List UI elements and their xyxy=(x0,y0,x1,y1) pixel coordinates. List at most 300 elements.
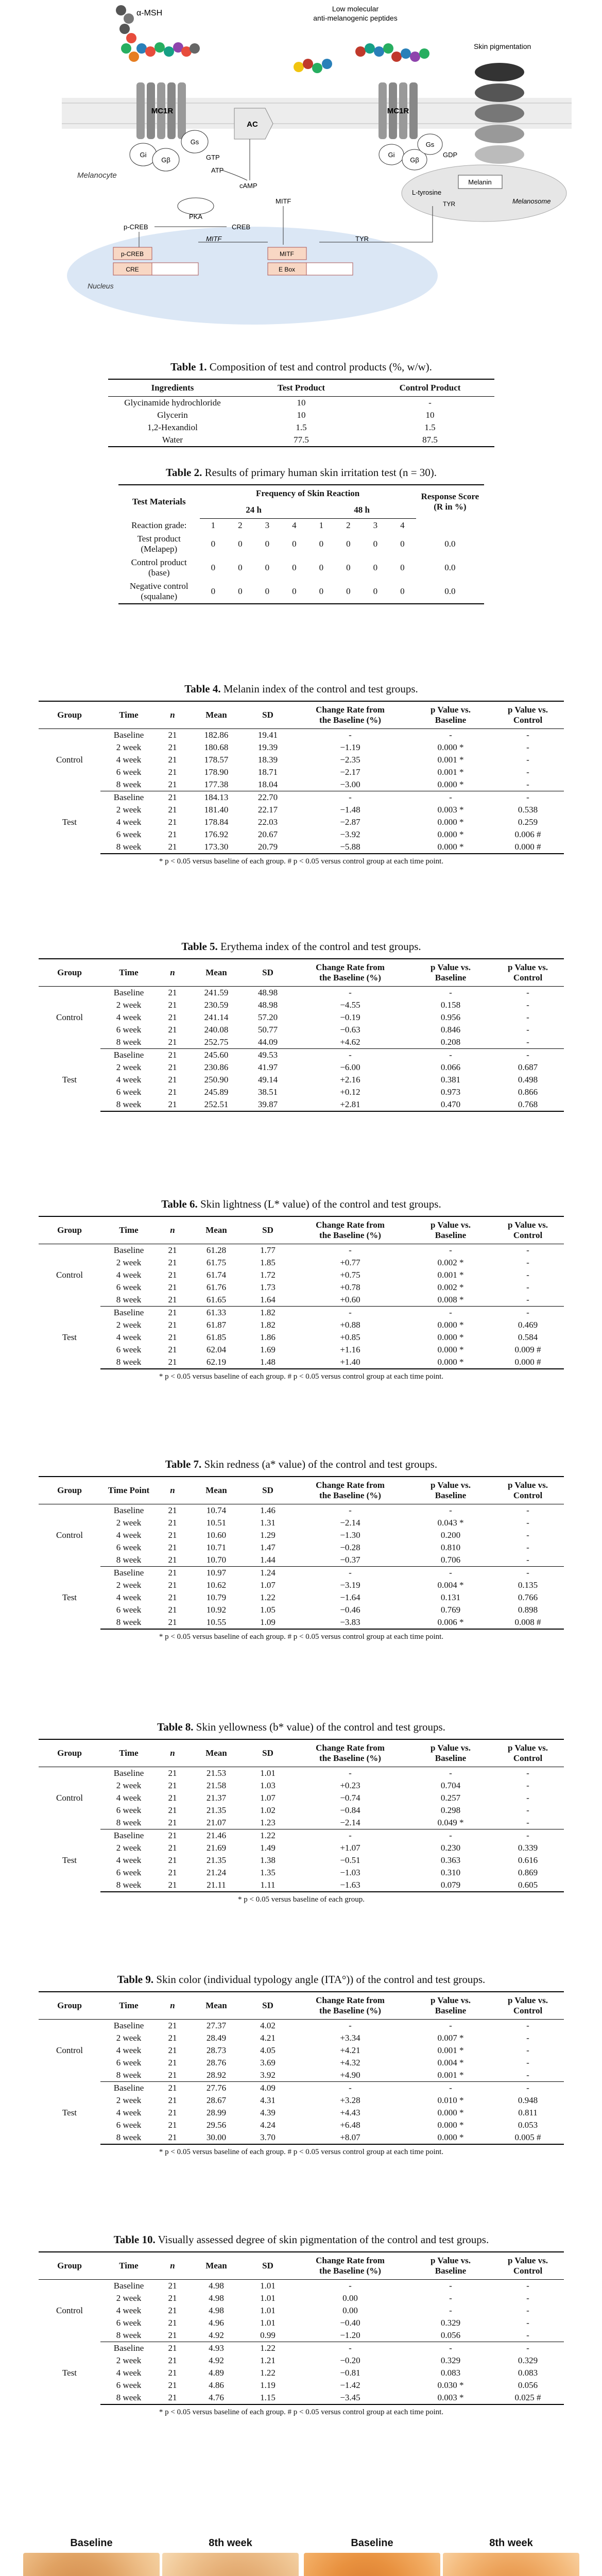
table-cell: 0.001 * xyxy=(437,767,464,777)
camp-label: cAMP xyxy=(239,182,257,190)
table-header: SD xyxy=(245,1739,291,1767)
table-cell: 21 xyxy=(157,1616,188,1629)
table-cell: 0.043 * xyxy=(437,1518,464,1528)
table-cell: 21 xyxy=(168,755,177,765)
table-cell: 1.24 xyxy=(260,1568,276,1578)
table-cell: 21 xyxy=(157,1554,188,1567)
table-cell: 4.31 xyxy=(260,2095,276,2105)
table-header: Change Rate from the Baseline (%) xyxy=(291,1739,409,1767)
table-header: n xyxy=(157,1216,188,1244)
table-cell: 21 xyxy=(168,1320,177,1330)
table-row xyxy=(39,1792,564,1804)
table-row xyxy=(39,1024,564,1036)
table-row xyxy=(39,2119,564,2131)
table-row xyxy=(39,816,564,828)
group-name: Test xyxy=(62,1592,77,1603)
table-cell: - xyxy=(492,1554,564,1567)
table-cell: +8.07 xyxy=(291,2131,409,2144)
table-cell: 0 xyxy=(211,563,216,572)
table-cell: 0.00 xyxy=(342,2306,358,2315)
time-point: 6 week xyxy=(116,2058,142,2067)
table-2-grade: 1 xyxy=(319,520,324,530)
table-cell: 21 xyxy=(168,1012,177,1022)
table-row xyxy=(108,397,494,410)
table-header: Time xyxy=(100,959,157,987)
table-header: p Value vs. Control xyxy=(492,2252,564,2280)
table-cell: 241.59 xyxy=(204,988,229,997)
table-row xyxy=(39,791,564,804)
table-cell: 21 xyxy=(168,1605,177,1615)
table-row xyxy=(39,1074,564,1086)
table-grid xyxy=(39,1216,564,1369)
table-cell: 21 xyxy=(168,2033,177,2043)
table-cell: - xyxy=(526,1282,529,1292)
table-cell: - xyxy=(526,1793,529,1803)
table-row xyxy=(39,1517,564,1529)
table-cell: 0.99 xyxy=(245,2329,291,2342)
table-cell: 4.39 xyxy=(260,2108,276,2117)
table-cell: 21 xyxy=(168,805,177,815)
table-2-material: Test product (Melapep) xyxy=(137,534,181,554)
table-cell: 21 xyxy=(168,1308,177,1317)
table-header: p Value vs. Baseline xyxy=(409,1992,492,2020)
table-cell: −2.35 xyxy=(340,755,360,765)
table-cell: 28.73 xyxy=(206,2045,227,2055)
table-cell: - xyxy=(449,2281,452,2291)
table-row xyxy=(39,2367,564,2379)
table-cell: 1.49 xyxy=(260,1843,276,1853)
table-cell: 21 xyxy=(157,2329,188,2342)
ebox-label: E Box xyxy=(278,266,296,273)
table-cell: 29.56 xyxy=(206,2120,227,2130)
table-header: Group xyxy=(39,1216,100,1244)
time-point: 2 week xyxy=(116,1258,142,1267)
table-row xyxy=(39,766,564,778)
table-cell: - xyxy=(449,792,452,802)
table-cell: 1.31 xyxy=(260,1518,276,1528)
table-cell: 3.70 xyxy=(245,2131,291,2144)
table-cell: −0.81 xyxy=(340,2368,360,2378)
table-caption-number: Table 6. xyxy=(161,1198,198,1210)
time-point: 4 week xyxy=(116,1855,142,1865)
atp-arrow xyxy=(221,170,247,180)
table-cell: 21 xyxy=(168,1868,177,1877)
table-cell: +0.23 xyxy=(340,1781,360,1790)
table-header: p Value vs. Control xyxy=(492,1477,564,1504)
table-row xyxy=(39,2057,564,2069)
table-cell: 10.55 xyxy=(188,1616,245,1629)
table-cell: 1.07 xyxy=(260,1793,276,1803)
table-cell: 38.51 xyxy=(257,1087,278,1097)
table-header: Mean xyxy=(188,2252,245,2280)
table-cell: 0.001 * xyxy=(437,1270,464,1280)
table-caption xyxy=(15,683,587,696)
table-cell: 21.35 xyxy=(206,1855,227,1865)
time-point: 4 week xyxy=(116,1270,142,1280)
table-cell: 61.74 xyxy=(206,1270,227,1280)
table-cell: - xyxy=(526,1258,529,1267)
table-cell: 21 xyxy=(157,1356,188,1369)
table-cell: 0.000 # xyxy=(492,1356,564,1369)
pka-shape xyxy=(178,198,214,214)
table-cell: 21 xyxy=(168,1793,177,1803)
table-cell: 0 xyxy=(335,580,362,604)
table-cell: 0 xyxy=(346,539,351,549)
group-name: Test xyxy=(62,2368,77,2378)
table-cell: 1,2-Hexandiol xyxy=(147,422,198,432)
table-header: n xyxy=(157,959,188,987)
table-cell: 21 xyxy=(168,2343,177,2353)
table-cell: - xyxy=(349,2021,352,2030)
table-cell: 21 xyxy=(168,1580,177,1590)
time-point: 2 week xyxy=(116,742,142,752)
table-2-grade: 2 xyxy=(346,520,351,530)
table-cell: 178.84 xyxy=(204,817,229,827)
table-cell: −0.51 xyxy=(340,1855,360,1865)
table-cell: 61.65 xyxy=(188,1294,245,1307)
table-cell: 1.82 xyxy=(260,1308,276,1317)
table-cell: 22.03 xyxy=(257,817,278,827)
table-caption-number: Table 5. xyxy=(181,940,218,953)
table-cell: 21 xyxy=(168,1768,177,1778)
table-header: Mean xyxy=(188,701,245,729)
table-cell: 252.51 xyxy=(188,1098,245,1111)
table-cell: 0.000 * xyxy=(437,1345,464,1354)
table-cell: −3.19 xyxy=(340,1580,360,1590)
table-cell: 0.001 * xyxy=(437,2045,464,2055)
melanosome-label: Melanosome xyxy=(512,197,551,205)
table-cell: 0 xyxy=(211,539,216,549)
table-cell: 0.005 # xyxy=(492,2131,564,2144)
time-point: 8 week xyxy=(100,1294,157,1307)
table-row xyxy=(39,1049,564,1062)
time-point: 2 week xyxy=(116,1518,142,1528)
table-caption-number: Table 8. xyxy=(157,1721,194,1733)
table-cell: −2.14 xyxy=(340,1518,360,1528)
table-footnote: * p < 0.05 versus baseline of each group. # p < 0.05 versus control group at each time point. xyxy=(159,2408,444,2416)
gi-left-label: Gi xyxy=(140,151,147,159)
table-cell: 10.70 xyxy=(188,1554,245,1567)
table-cell: 0 xyxy=(400,563,405,572)
table-cell: - xyxy=(526,1505,529,1515)
time-point: Baseline xyxy=(113,1505,144,1515)
time-point: Baseline xyxy=(113,2083,144,2093)
table-cell: - xyxy=(526,1050,529,1060)
table-cell: 180.68 xyxy=(204,742,229,752)
table-cell: 0.329 xyxy=(440,2318,461,2328)
table-cell: - xyxy=(492,778,564,791)
table-cell: 41.97 xyxy=(257,1062,278,1072)
table-cell: 21 xyxy=(168,2021,177,2030)
table-cell: 0.000 * xyxy=(437,829,464,839)
time-point: Baseline xyxy=(113,1831,144,1840)
table-cell: 1.5 xyxy=(424,422,436,432)
time-point: Baseline xyxy=(113,730,144,740)
pcreb-nuc-label: p-CREB xyxy=(121,250,144,258)
table-row xyxy=(39,1036,564,1049)
table-cell: - xyxy=(492,1294,564,1307)
table-1-header: Ingredients xyxy=(108,379,237,397)
table-caption xyxy=(15,1198,587,1211)
time-point: 2 week xyxy=(116,2293,142,2303)
table-cell: 10.79 xyxy=(206,1592,227,1602)
table-cell: - xyxy=(349,1050,352,1060)
table-cell: 21 xyxy=(168,2281,177,2291)
table-header: Time xyxy=(100,701,157,729)
table-cell: −0.19 xyxy=(340,1012,360,1022)
table-cell: 1.64 xyxy=(245,1294,291,1307)
table-cell: 4.76 xyxy=(188,2392,245,2404)
table-cell: 18.39 xyxy=(257,755,278,765)
tyr-nucleus-label: TYR xyxy=(355,235,369,243)
table-cell: 21 xyxy=(168,767,177,777)
table-row xyxy=(39,1331,564,1344)
table-cell: 61.75 xyxy=(206,1258,227,1267)
table-cell: 1.22 xyxy=(260,2343,276,2353)
table-cell: - xyxy=(349,1245,352,1255)
table-cell: 0.329 xyxy=(440,2355,461,2365)
time-point: 2 week xyxy=(116,2033,142,2043)
table-cell: −2.87 xyxy=(340,817,360,827)
table-cell: - xyxy=(526,755,529,765)
time-point: 2 week xyxy=(116,1000,142,1010)
table-2-header-frequency: Frequency of Skin Reaction xyxy=(200,485,416,502)
table-cell: 0.200 xyxy=(440,1530,461,1540)
table-row xyxy=(39,1554,564,1567)
ac-label: AC xyxy=(247,120,258,129)
time-point: 8 week xyxy=(100,778,157,791)
mc1r-right-label: MC1R xyxy=(387,107,409,115)
table-cell: 21 xyxy=(168,1270,177,1280)
table-cell: - xyxy=(349,1831,352,1840)
table-cell: 21 xyxy=(168,2120,177,2130)
table-cell: +2.16 xyxy=(340,1075,360,1084)
table-cell: −5.88 xyxy=(291,841,409,854)
table-header: p Value vs. Control xyxy=(492,1216,564,1244)
table-cell: +0.88 xyxy=(340,1320,360,1330)
table-cell: 0.498 xyxy=(518,1075,538,1084)
table-cell: 0.007 * xyxy=(437,2033,464,2043)
photo-label-baseline-a: Baseline xyxy=(70,2537,113,2549)
table-cell: 0 xyxy=(400,539,405,549)
table-footnote: * p < 0.05 versus baseline of each group. # p < 0.05 versus control group at each time point. xyxy=(159,1633,444,1641)
table-cell: 49.14 xyxy=(257,1075,278,1084)
table-cell: 245.60 xyxy=(204,1050,229,1060)
table-cell: - xyxy=(428,398,432,408)
table-grid xyxy=(39,1991,564,2145)
table-cell: −0.20 xyxy=(340,2355,360,2365)
table-cell: 0.898 xyxy=(518,1605,538,1615)
table-cell: 0 xyxy=(362,580,389,604)
table-cell: 21 xyxy=(168,817,177,827)
table-caption-text: Erythema index of the control and test groups. xyxy=(217,940,421,953)
table-cell: - xyxy=(492,2329,564,2342)
table-cell: - xyxy=(526,1831,529,1840)
table-cell: 21.69 xyxy=(206,1843,227,1853)
table-2-grade: 1 xyxy=(211,520,216,530)
table-row xyxy=(39,2392,564,2404)
table-header: n xyxy=(157,1992,188,2020)
table-row xyxy=(39,1098,564,1111)
table-cell: 21 xyxy=(168,1843,177,1853)
table-2-grade: 3 xyxy=(373,520,378,530)
table-cell: 0.003 * xyxy=(409,2392,492,2404)
table-row xyxy=(39,778,564,791)
table-cell: 0 xyxy=(319,539,324,549)
table-cell: - xyxy=(349,1505,352,1515)
time-point: 6 week xyxy=(116,1868,142,1877)
gi-right-label: Gi xyxy=(388,151,395,159)
table-cell: −3.45 xyxy=(291,2392,409,2404)
table-cell: 21 xyxy=(168,792,177,802)
table-cell: 19.41 xyxy=(257,730,278,740)
table-cell: 21 xyxy=(157,1879,188,1892)
table-cell: 0 xyxy=(292,563,297,572)
time-point: Baseline xyxy=(113,2281,144,2291)
time-point: 6 week xyxy=(116,829,142,839)
time-point: Baseline xyxy=(113,792,144,802)
table-row xyxy=(39,1319,564,1331)
table-cell: 0.00 xyxy=(342,2293,358,2303)
table-cell: Water xyxy=(108,434,237,447)
table-row xyxy=(39,1879,564,1892)
table-cell: 4.89 xyxy=(209,2368,224,2378)
time-point: Baseline xyxy=(113,2021,144,2030)
table-cell: 1.5 xyxy=(296,422,307,432)
table-2-material: Negative control (squalane) xyxy=(118,580,200,604)
table-cell: 21 xyxy=(168,1543,177,1552)
table-cell: 1.46 xyxy=(260,1505,276,1515)
table-2-response: 0.0 xyxy=(444,539,456,549)
table-2-header-materials: Test Materials xyxy=(118,485,200,519)
table-cell: −3.92 xyxy=(340,829,360,839)
table-row xyxy=(39,1604,564,1616)
table-cell: 21 xyxy=(168,1075,177,1084)
table-cell: 18.71 xyxy=(257,767,278,777)
table-cell: 0 xyxy=(346,563,351,572)
table-row xyxy=(39,1244,564,1257)
group-name: Test xyxy=(62,1075,77,1085)
table-cell: 241.14 xyxy=(204,1012,229,1022)
tyr-label: TYR xyxy=(443,200,455,208)
table-cell: +6.48 xyxy=(340,2120,360,2130)
gtp-label: GTP xyxy=(206,154,220,161)
table-cell: 1.29 xyxy=(260,1530,276,1540)
table-cell: 21.35 xyxy=(206,1805,227,1815)
table-cell: 0.001 * xyxy=(437,755,464,765)
table-cell: 1.01 xyxy=(260,1768,276,1778)
table-5 xyxy=(15,940,587,1112)
group-name: Control xyxy=(56,755,83,765)
group-name: Control xyxy=(56,1793,83,1803)
time-point: 8 week xyxy=(100,1036,157,1049)
table-cell: 0.001 * xyxy=(409,2069,492,2082)
gbeta-left-label: Gβ xyxy=(161,156,170,164)
table-cell: 0.706 xyxy=(409,1554,492,1567)
table-caption-number: Table 10. xyxy=(113,2233,156,2246)
table-cell: 22.17 xyxy=(257,805,278,815)
table-cell: 21 xyxy=(168,2108,177,2117)
table-cell: 181.40 xyxy=(204,805,229,815)
peptide-label-1: Low molecular xyxy=(332,5,379,13)
table-cell: 1.85 xyxy=(260,1258,276,1267)
time-point: 8 week xyxy=(100,1879,157,1892)
gs-left-label: Gs xyxy=(190,138,199,146)
table-header: SD xyxy=(245,2252,291,2280)
time-point: 6 week xyxy=(116,1805,142,1815)
table-grid xyxy=(39,958,564,1112)
table-4 xyxy=(15,683,587,866)
table-row xyxy=(108,421,494,434)
table-row xyxy=(39,2379,564,2392)
table-cell: 28.92 xyxy=(188,2069,245,2082)
table-cell: 245.89 xyxy=(204,1087,229,1097)
table-cell: 21 xyxy=(168,1505,177,1515)
table-row xyxy=(39,1356,564,1369)
table-caption-number: Table 7. xyxy=(165,1458,202,1470)
table-cell: 173.30 xyxy=(188,841,245,854)
table-cell: 21 xyxy=(168,1805,177,1815)
table-caption-text: Skin color (individual typology angle (ITA°)) of the control and test groups. xyxy=(153,1973,486,1986)
ltyrosine-label: L-tyrosine xyxy=(412,189,442,196)
table-header: p Value vs. Baseline xyxy=(409,1216,492,1244)
table-2-grade: 3 xyxy=(265,520,270,530)
table-header: Time xyxy=(100,1992,157,2020)
table-cell: 21 xyxy=(157,2131,188,2144)
table-row xyxy=(39,1344,564,1356)
table-cell: 61.76 xyxy=(206,1282,227,1292)
table-caption xyxy=(15,940,587,953)
table-cell: 0.010 * xyxy=(437,2095,464,2105)
table-cell: 1.73 xyxy=(260,1282,276,1292)
table-cell: −0.37 xyxy=(291,1554,409,1567)
table-cell: - xyxy=(349,1308,352,1317)
table-cell: −0.46 xyxy=(340,1605,360,1615)
table-cell: 0.006 # xyxy=(514,829,541,839)
table-cell: 1.09 xyxy=(245,1616,291,1629)
table-cell: 1.15 xyxy=(245,2392,291,2404)
table-cell: 0.000 * xyxy=(437,742,464,752)
table-cell: −1.03 xyxy=(340,1868,360,1877)
table-2-caption: Table 2. Results of primary human skin irritation test (n = 30). xyxy=(165,466,437,479)
table-row xyxy=(118,580,484,604)
table-header: Mean xyxy=(188,1477,245,1504)
table-cell: 0.956 xyxy=(440,1012,461,1022)
table-cell: 3.92 xyxy=(245,2069,291,2082)
table-2-material: Control product (base) xyxy=(131,557,187,578)
table-cell: 1.01 xyxy=(260,2293,276,2303)
table-cell: 21 xyxy=(168,1258,177,1267)
table-cell: 182.86 xyxy=(204,730,229,740)
table-cell: 10.62 xyxy=(206,1580,227,1590)
table-header: SD xyxy=(245,1992,291,2020)
table-cell: - xyxy=(526,2281,529,2291)
table-cell: +4.32 xyxy=(340,2058,360,2067)
table-cell: 0.066 xyxy=(440,1062,461,1072)
table-cell: 0.079 xyxy=(409,1879,492,1892)
table-cell: - xyxy=(492,1817,564,1829)
table-cell: - xyxy=(526,792,529,802)
mitf-box-label: MITF xyxy=(280,250,294,258)
group-name: Control xyxy=(56,1530,83,1540)
melanin-label: Melanin xyxy=(468,178,492,186)
time-point: Baseline xyxy=(113,1050,144,1060)
table-row xyxy=(39,1541,564,1554)
pka-label: PKA xyxy=(188,213,203,221)
time-point: 2 week xyxy=(116,1320,142,1330)
group-name: Test xyxy=(62,2108,77,2118)
table-cell: - xyxy=(349,2083,352,2093)
